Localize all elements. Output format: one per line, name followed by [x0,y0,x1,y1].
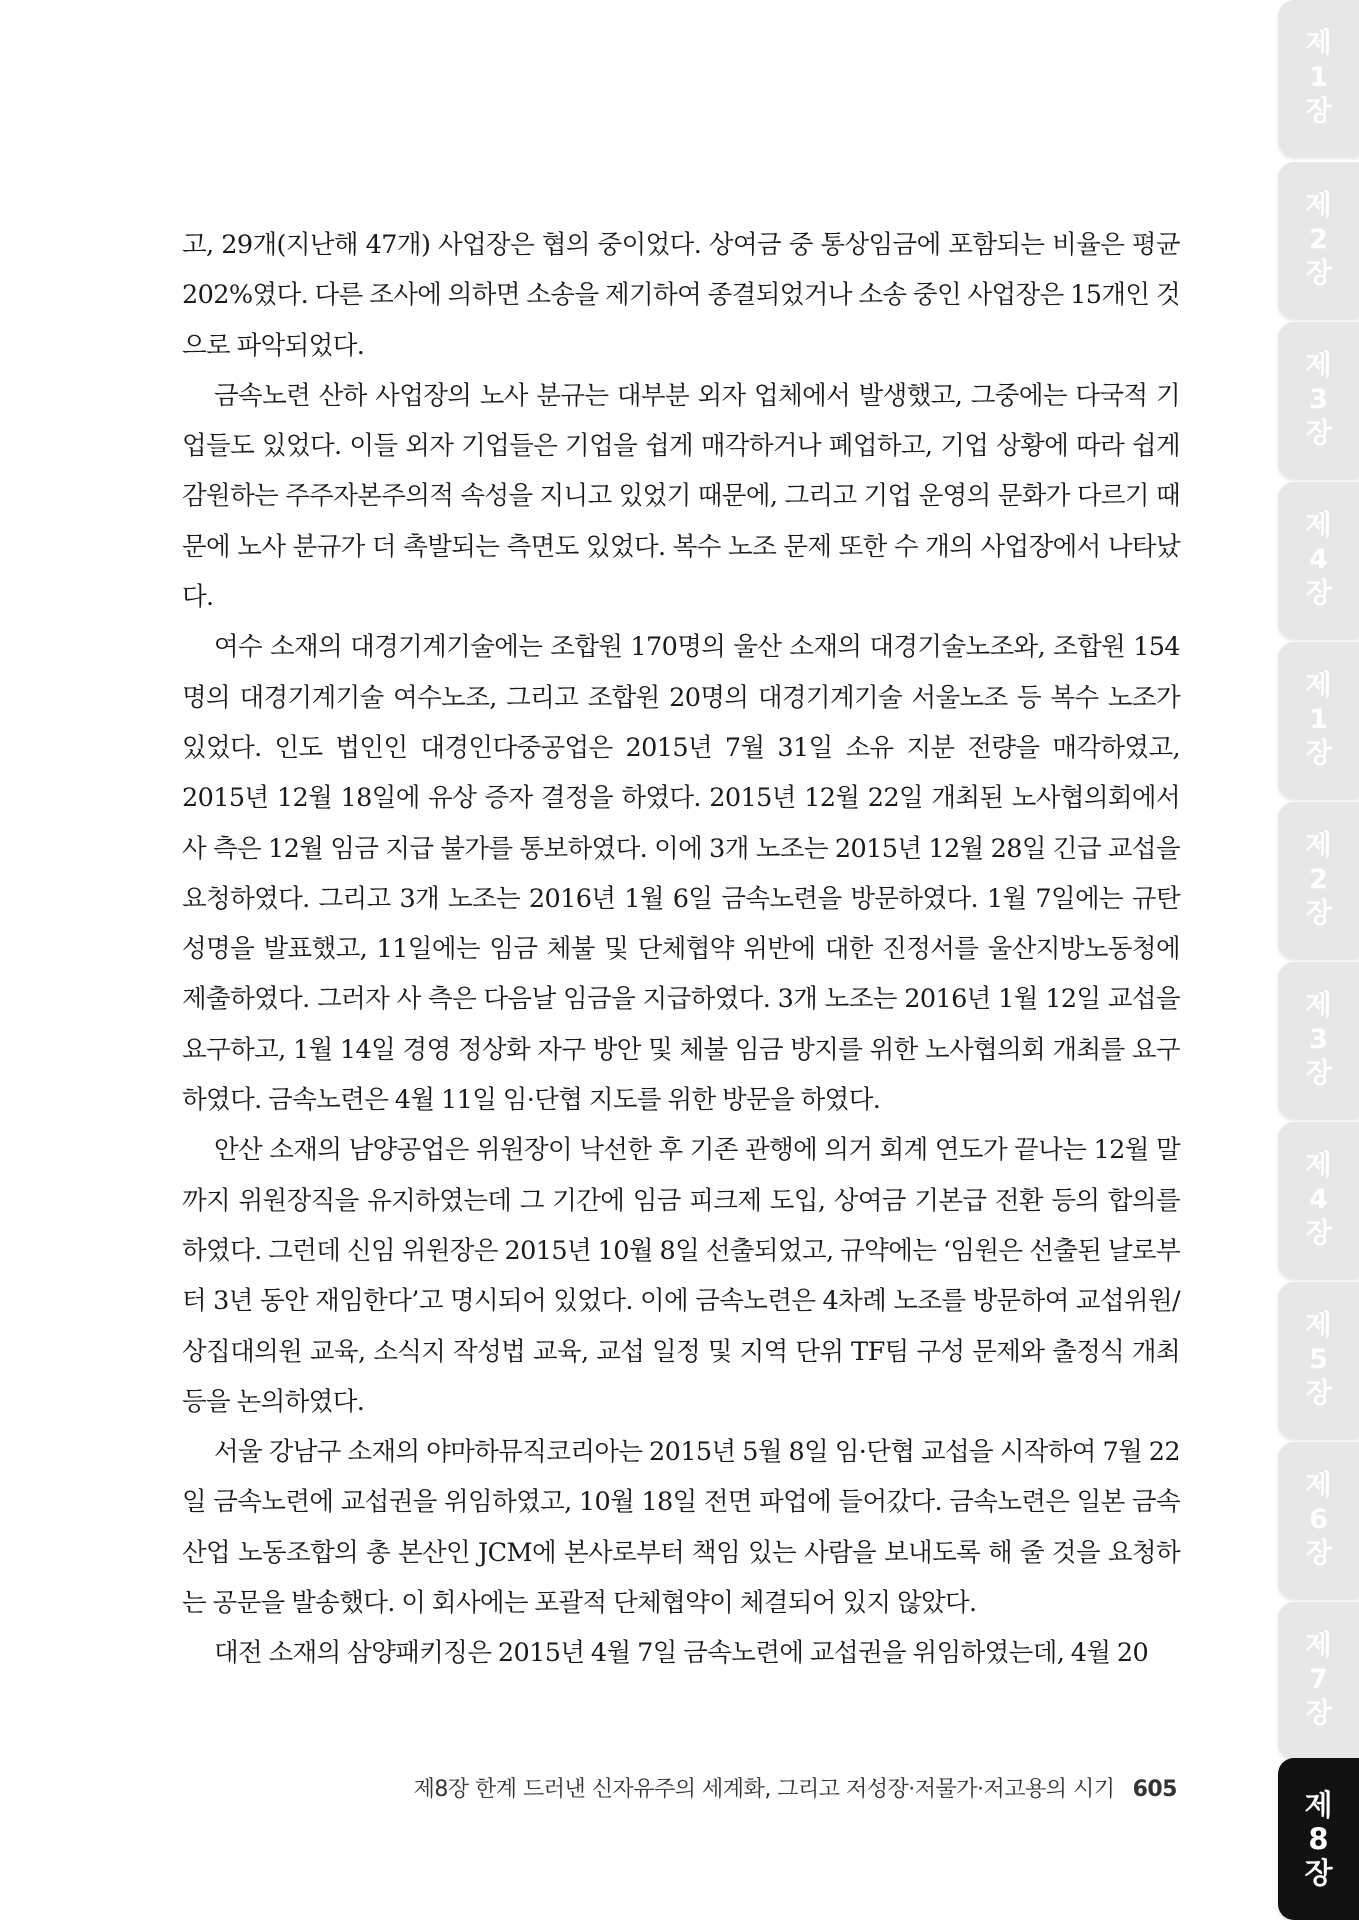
paragraph: 서울 강남구 소재의 야마하뮤직코리아는 2015년 5월 8일 임·단협 교섭을 시작하여 7월 22일 금속노련에 교섭권을 위임하였고, 10월 18일 전면 파업에 들어갔다. 금속노련은 일본 금속 산업 노동조합의 총 본산인 JCM에 본사로부터 책임 있는 사람을 보내도록 해 줄 것을 요청하는 공문을 발송했다. 이 회사에는 포괄적 단체협약이 체결되어 있지 않았다. [182,1437,1180,1619]
chapter-tab-number: 8 [1308,1822,1329,1856]
chapter-tab-prefix: 제 [1304,1788,1333,1822]
chapter-tab-2b[interactable] [1278,802,1359,958]
chapter-tab-number: 2 [1309,224,1328,255]
chapter-tab-8-active[interactable] [1278,1758,1359,1920]
chapter-tab-4[interactable] [1278,482,1359,638]
chapter-tab-6[interactable] [1278,1442,1359,1598]
chapter-tab-number: 4 [1309,544,1328,575]
chapter-tab-prefix: 제 [1305,28,1332,59]
paragraph: 금속노련 산하 사업장의 노사 분규는 대부분 외자 업체에서 발생했고, 그중에는 다국적 기업들도 있었다. 이들 외자 기업들은 기업을 쉽게 매각하거나 폐업하고, 기업 상황에 따라 쉽게 감원하는 주주자본주의적 속성을 지니고 있었기 때문에, 그리고 기업 운영의 문화가 다르기 때문에 노사 분규가 더 촉발되는 측면도 있었다. 복수 노조 문제 또한 수 개의 사업장에서 나타났다. [182,380,1180,613]
chapter-tab-prefix: 제 [1305,830,1332,861]
chapter-tab-suffix: 장 [1305,258,1332,289]
chapter-tab-prefix: 제 [1305,990,1332,1021]
chapter-tab-5[interactable] [1278,1282,1359,1438]
chapter-tab-prefix: 제 [1305,1470,1332,1501]
chapter-tab-prefix: 제 [1305,1630,1332,1661]
chapter-tab-7[interactable] [1278,1602,1359,1758]
chapter-tab-suffix: 장 [1305,418,1332,449]
body-text [182,220,1180,1679]
chapter-tab-1b[interactable] [1278,642,1359,798]
chapter-tabs [1278,0,1359,1920]
chapter-tab-prefix: 제 [1305,1150,1332,1181]
paragraph: 대전 소재의 삼양패키징은 2015년 4월 7일 금속노련에 교섭권을 위임하였는데, 4월 20 [214,1638,1149,1669]
chapter-tab-suffix: 장 [1305,578,1332,609]
chapter-tab-number: 2 [1309,864,1328,895]
chapter-tab-2[interactable] [1278,162,1359,318]
chapter-tab-number: 5 [1309,1344,1328,1375]
chapter-tab-3b[interactable] [1278,962,1359,1118]
chapter-tab-suffix: 장 [1305,96,1332,127]
chapter-tab-prefix: 제 [1305,350,1332,381]
chapter-tab-number: 6 [1309,1504,1328,1535]
chapter-tab-suffix: 장 [1305,1538,1332,1569]
chapter-tab-number: 1 [1309,704,1328,735]
running-title: 제8장 한계 드러낸 신자유주의 세계화, 그리고 저성장·저물가·저고용의 시기 [413,1777,1115,1802]
chapter-tab-number: 1 [1309,62,1328,93]
chapter-tab-prefix: 제 [1305,670,1332,701]
chapter-tab-number: 3 [1309,1024,1328,1055]
chapter-tab-suffix: 장 [1304,1856,1333,1890]
chapter-tab-suffix: 장 [1305,1058,1332,1089]
page-footer [414,1772,1177,1803]
chapter-tab-suffix: 장 [1305,1378,1332,1409]
page-number: 605 [1132,1777,1177,1802]
chapter-tab-3[interactable] [1278,322,1359,478]
chapter-tab-1[interactable] [1278,0,1359,156]
paragraph: 안산 소재의 남양공업은 위원장이 낙선한 후 기존 관행에 의거 회계 연도가 끝나는 12월 말까지 위원장직을 유지하였는데 그 기간에 임금 피크제 도입, 상여금 기본급 전환 등의 합의를 하였다. 그런데 신임 위원장은 2015년 10월 8일 선출되었고, 규약에는 ‘임원은 선출된 날로부터 3년 동안 재임한다’고 명시되어 있었다. 이에 금속노련은 4차례 노조를 방문하여 교섭위원/상집대의원 교육, 소식지 작성법 교육, 교섭 일정 및 지역 단위 TF팀 구성 문제와 출정식 개최 등을 논의하였다. [182,1135,1180,1417]
chapter-tab-number: 3 [1309,384,1328,415]
chapter-tab-prefix: 제 [1305,1310,1332,1341]
paragraph: 여수 소재의 대경기계기술에는 조합원 170명의 울산 소재의 대경기술노조와, 조합원 154명의 대경기계기술 여수노조, 그리고 조합원 20명의 대경기계기술 서울노조 등 복수 노조가 있었다. 인도 법인인 대경인다중공업은 2015년 7월 31일 소유 지분 전량을 매각하였고, 2015년 12월 18일에 유상 증자 결정을 하였다. 2015년 12월 22일 개최된 노사협의회에서 사 측은 12월 임금 지급 불가를 통보하였다. 이에 3개 노조는 2015년 12월 28일 긴급 교섭을 요청하였다. 그리고 3개 노조는 2016년 1월 6일 금속노련을 방문하였다. 1월 7일에는 규탄 성명을 발표했고, 11일에는 임금 체불 및 단체협약 위반에 대한 진정서를 울산지방노동청에 제출하였다. 그러자 사 측은 다음날 임금을 지급하였다. 3개 노조는 2016년 1월 12일 교섭을 요구하고, 1월 14일 경영 정상화 자구 방안 및 체불 임금 방지를 위한 노사협의회 개최를 요구하였다. 금속노련은 4월 11일 임·단협 지도를 위한 방문을 하였다. [182,632,1180,1116]
chapter-tab-prefix: 제 [1305,190,1332,221]
chapter-tab-suffix: 장 [1305,1698,1332,1729]
chapter-tab-prefix: 제 [1305,510,1332,541]
chapter-tab-suffix: 장 [1305,1218,1332,1249]
paragraph: 고, 29개(지난해 47개) 사업장은 협의 중이었다. 상여금 중 통상임금에 포함되는 비율은 평균 202%였다. 다른 조사에 의하면 소송을 제기하여 종결되었거나 소송 중인 사업장은 15개인 것으로 파악되었다. [182,230,1180,361]
chapter-tab-number: 7 [1309,1664,1328,1695]
chapter-tab-number: 4 [1309,1184,1328,1215]
chapter-tab-suffix: 장 [1305,738,1332,769]
chapter-tab-4b[interactable] [1278,1122,1359,1278]
chapter-tab-suffix: 장 [1305,898,1332,929]
